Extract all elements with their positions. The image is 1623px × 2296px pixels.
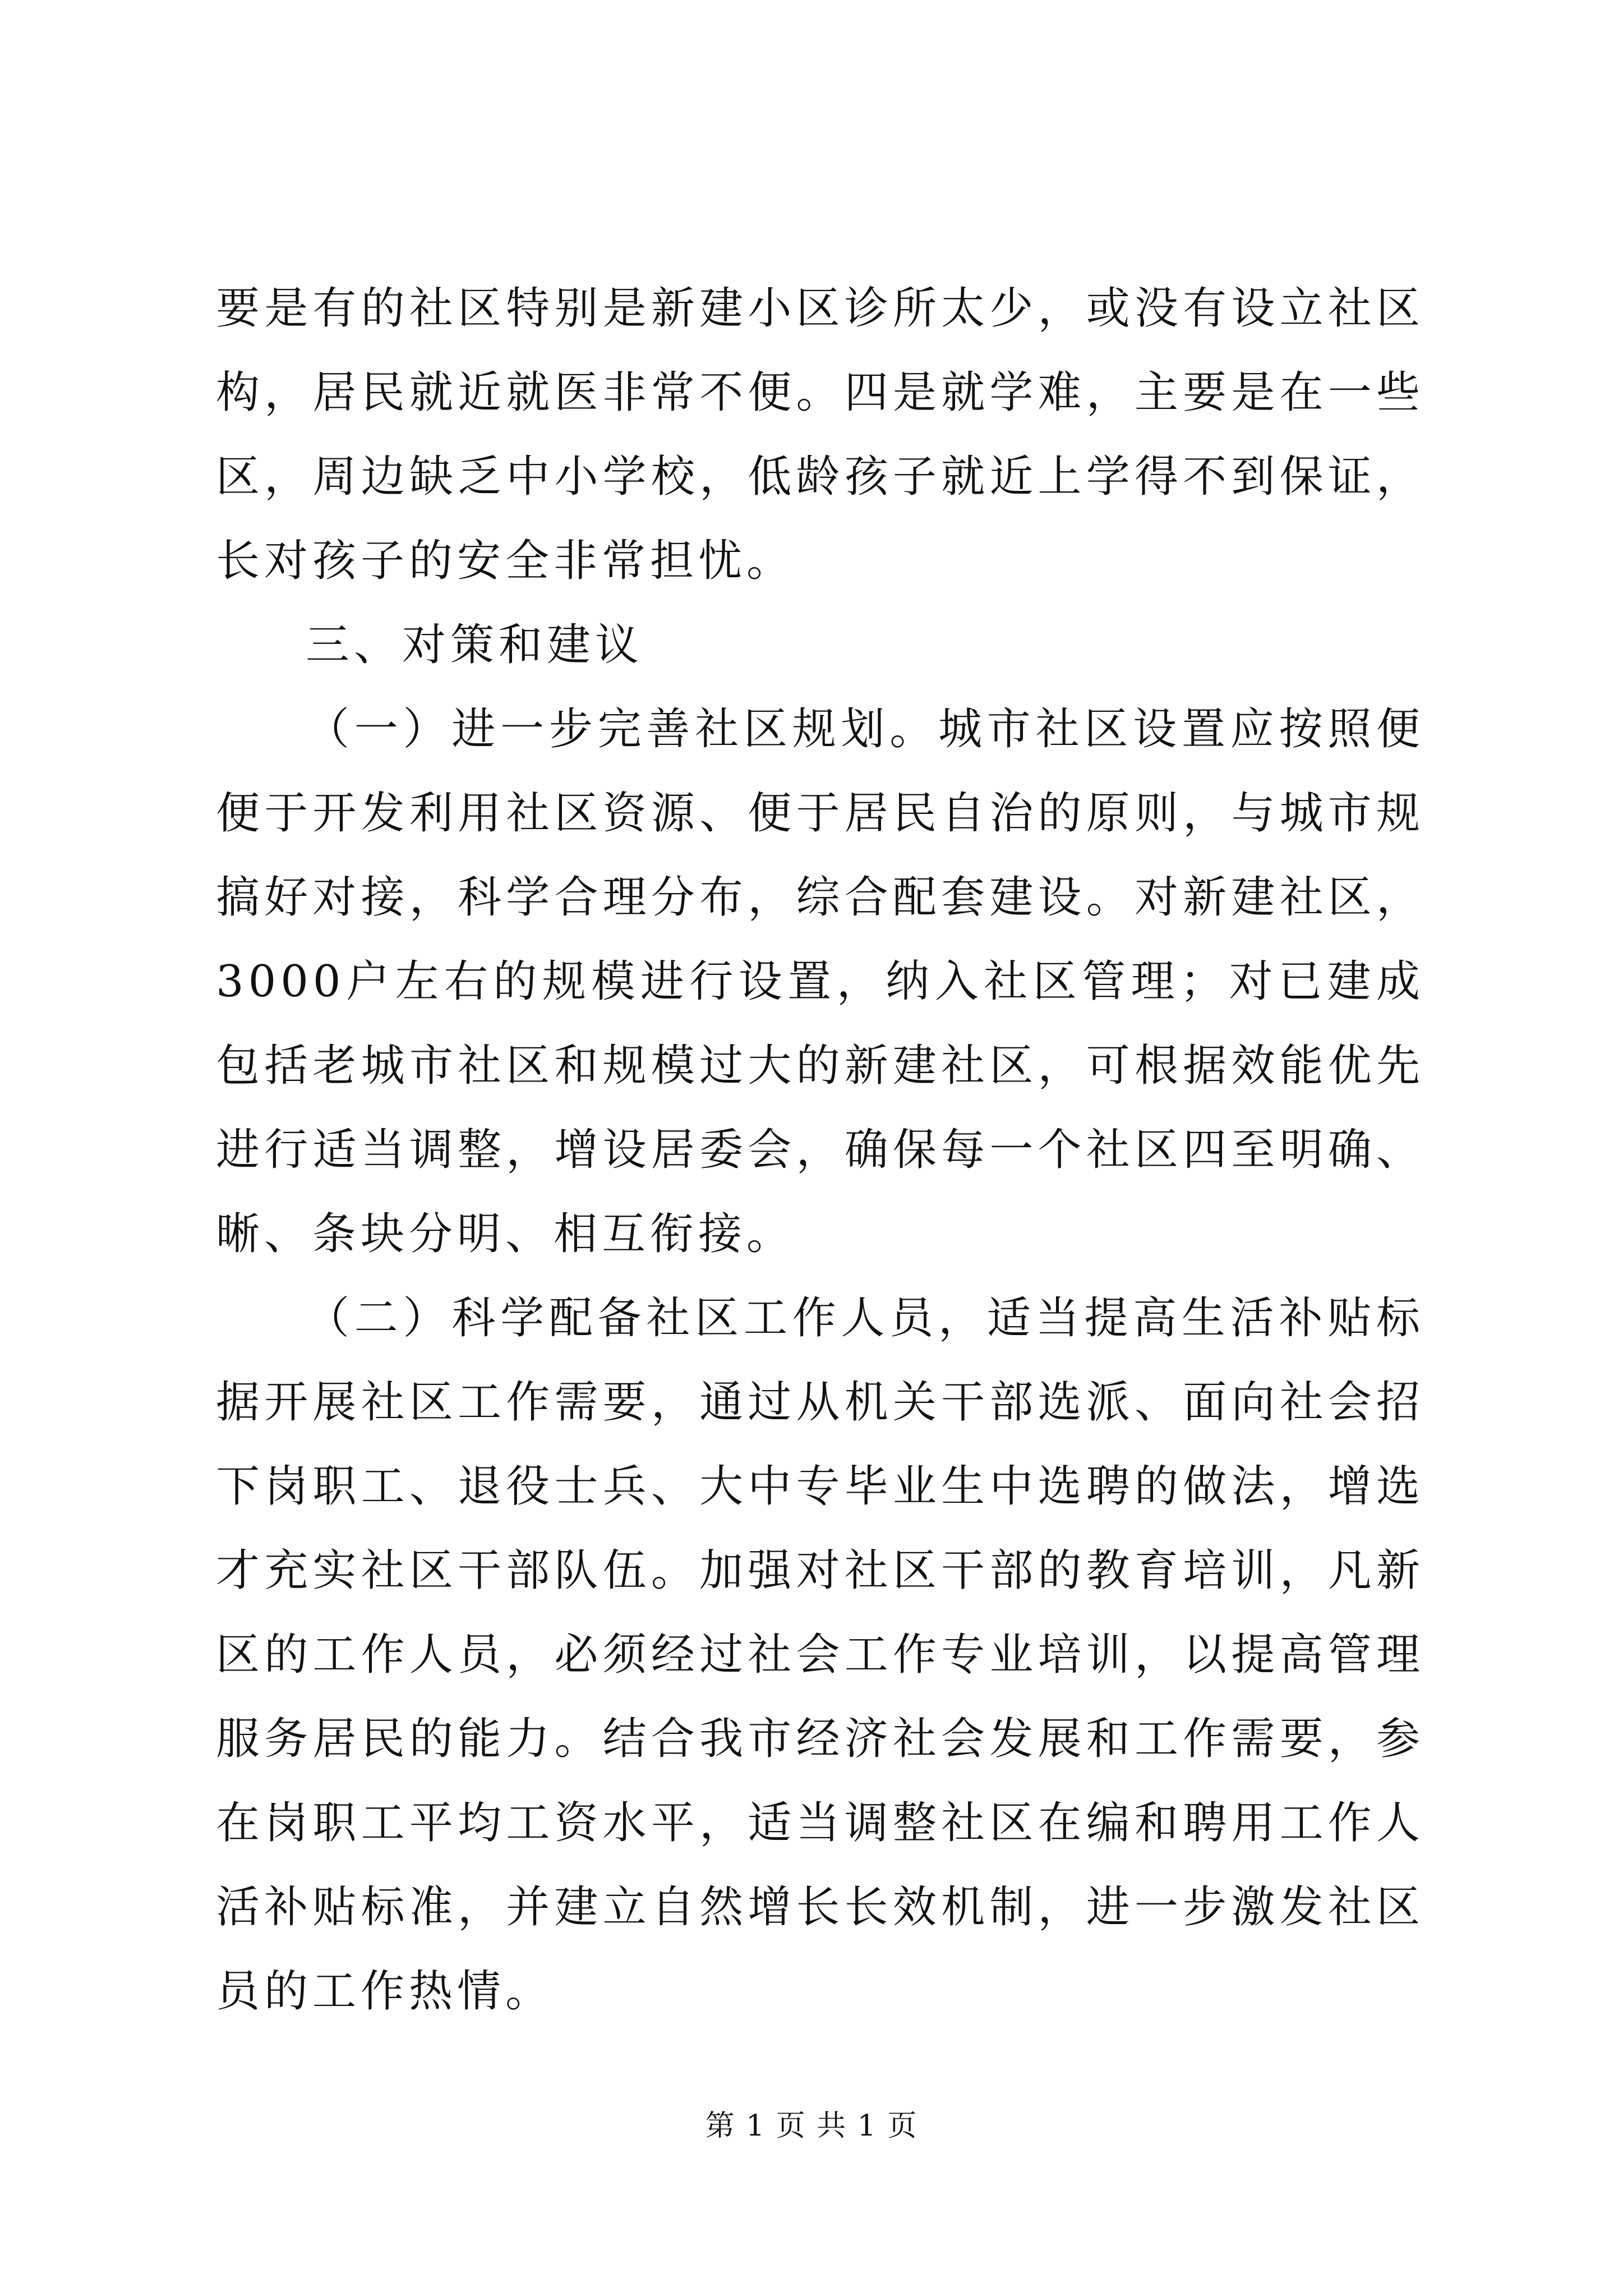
body-line-14: 据开展社区工作需要，通过从机关干部选派、面向社会招 bbox=[216, 1377, 1424, 1428]
section-heading: 三、对策和建议 bbox=[306, 620, 644, 670]
body-line-17: 区的工作人员，必须经过社会工作专业培训，以提高管理 bbox=[216, 1630, 1424, 1680]
body-line-15: 下岗职工、退役士兵、大中专毕业生中选聘的做法，增选 bbox=[216, 1461, 1424, 1512]
body-line-18: 服务居民的能力。结合我市经济社会发展和工作需要，参 bbox=[216, 1714, 1424, 1764]
body-line-4: 长对孩子的安全非常担忧。 bbox=[216, 536, 795, 586]
body-line-11: 进行适当调整，增设居委会，确保每一个社区四至明确、 bbox=[216, 1125, 1424, 1175]
page-footer: 第 1 页 共 1 页 bbox=[705, 2109, 918, 2143]
body-line-8: 搞好对接，科学合理分布，综合配套建设。对新建社区， bbox=[216, 872, 1424, 923]
body-line-9: 3000户左右的规模进行设置，纳入社区管理；对已建成 bbox=[216, 956, 1424, 1007]
body-line-12: 晰、条块分明、相互衔接。 bbox=[216, 1209, 795, 1259]
body-line-6: （一）进一步完善社区规划。城市社区设置应按照便 bbox=[306, 704, 1424, 754]
body-line-10: 包括老城市社区和规模过大的新建社区，可根据效能优先 bbox=[216, 1041, 1424, 1091]
body-line-16: 才充实社区干部队伍。加强对社区干部的教育培训，凡新 bbox=[216, 1545, 1424, 1596]
body-line-21: 员的工作热情。 bbox=[216, 1966, 554, 2017]
document-body bbox=[216, 266, 1424, 2033]
body-line-19: 在岗职工平均工资水平，适当调整社区在编和聘用工作人 bbox=[216, 1798, 1424, 1848]
body-line-2: 构，居民就近就医非常不便。四是就学难，主要是在一些 bbox=[216, 367, 1424, 418]
body-line-3: 区，周边缺乏中小学校，低龄孩子就近上学得不到保证， bbox=[216, 452, 1424, 502]
body-line-1: 要是有的社区特别是新建小区诊所太少，或没有设立社区 bbox=[216, 283, 1424, 334]
body-line-20: 活补贴标准，并建立自然增长长效机制，进一步激发社区 bbox=[216, 1882, 1424, 1932]
body-line-7: 便于开发利用社区资源、便于居民自治的原则，与城市规 bbox=[216, 788, 1424, 839]
body-line-13: （二）科学配备社区工作人员，适当提高生活补贴标 bbox=[306, 1293, 1424, 1343]
